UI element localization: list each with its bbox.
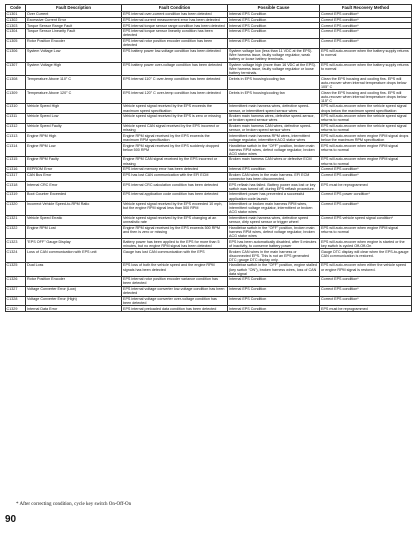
table-body [6, 12, 412, 312]
cell-possible-cause: Internal EPS condition [228, 166, 320, 172]
cell-fault-condition: Engine RPM signal received by the EPS suddenly dropped below 500 RPM [122, 143, 228, 157]
cell-fault-description: Torque Sensor Linearity Fault [26, 29, 122, 39]
cell-fault-condition: Vehicle speed signal received by the EPS is zero or missing [122, 113, 228, 123]
cell-fault-condition: Vehicle speed signal received by the EPS changing at an unrealistic rate [122, 215, 228, 225]
cell-fault-condition: EPS internal current measurement error has been detected [122, 17, 228, 23]
cell-fault-recovery-method: Correct EPS condition* [320, 23, 412, 29]
cell-fault-description: Engine RPM Lost [26, 225, 122, 239]
cell-possible-cause: EPS has been automatically disabled, after 5 minutes of inactivity, to conserve battery power [228, 239, 320, 249]
cell-code: C1309 [6, 90, 26, 104]
cell-code: C1324 [6, 249, 26, 263]
cell-fault-description: Engine RPM High [26, 133, 122, 143]
cell-fault-description: Temperature Above 120° C [26, 90, 122, 104]
table-row [6, 239, 412, 249]
cell-possible-cause: Internal EPS Condition [228, 17, 320, 23]
cell-fault-description: Boot Counter Exceeded [26, 192, 122, 202]
table-row [6, 277, 412, 287]
cell-possible-cause: Debris in EPS housing/cooling fan [228, 90, 320, 104]
cell-fault-recovery-method: EPS will auto-recover when the battery supply returns to normal [320, 48, 412, 62]
cell-possible-cause: Broken CAN wires in the main harness. EFI ECM connector has been disconnected. [228, 172, 320, 182]
cell-fault-condition: EPS loss of both the vehicle speed and the engine RPM signals has been detected [122, 263, 228, 277]
cell-fault-condition: EPS battery power low-voltage condition has been detected [122, 48, 228, 62]
cell-possible-cause: Intermittent main harness wires, defective speed-sensor, or intermittent speed sensor wires [228, 104, 320, 114]
cell-fault-condition: EPS internal CRC calculation condition has been detected [122, 182, 228, 192]
cell-fault-description: Vehicle Speed High [26, 104, 122, 114]
cell-code: C1323 [6, 239, 26, 249]
cell-fault-recovery-method: Correct EPS condition* [320, 38, 412, 48]
cell-fault-recovery-method: Clean the EPS housing and cooling fins. EPS will auto-recover when internal temperature drops below 105° C [320, 76, 412, 90]
table-row [6, 201, 412, 215]
table-row [6, 249, 412, 263]
table-row [6, 133, 412, 143]
cell-fault-condition: EPS internal preloaded data condition has been detected [122, 306, 228, 312]
cell-code: C1325 [6, 263, 26, 277]
table-row [6, 38, 412, 48]
cell-possible-cause: Broken main harness CAN wires, defective speed-sensor, or broken speed sensor wires [228, 123, 320, 133]
cell-fault-recovery-method: EPS will auto-recover when engine RPM signal returns to normal [320, 225, 412, 239]
footnote: * After correcting condition, cycle key switch On-Off-On [16, 502, 132, 507]
cell-code: C1306 [6, 48, 26, 62]
table-row [6, 286, 412, 296]
cell-fault-recovery-method: Correct EPS condition* [320, 29, 412, 39]
cell-fault-recovery-method: Clean the EPS housing and cooling fins. EPS will auto-recover when internal temperature drops below 115° C [320, 90, 412, 104]
cell-code: C1313 [6, 133, 26, 143]
column-header-code: Code [6, 5, 26, 12]
cell-code: C1304 [6, 29, 26, 39]
cell-fault-description: Excessive Current Error [26, 17, 122, 23]
cell-fault-condition: Gauge has lost CAN communication with the EPS [122, 249, 228, 263]
cell-code: C1326 [6, 277, 26, 287]
cell-fault-description: Internal Data Error [26, 306, 122, 312]
table-row [6, 225, 412, 239]
cell-fault-description: Internal CRC Error [26, 182, 122, 192]
table-row [6, 104, 412, 114]
cell-code: C1317 [6, 172, 26, 182]
cell-code: C1327 [6, 286, 26, 296]
cell-fault-recovery-method: Correct EPS condition* [320, 296, 412, 306]
table-row [6, 113, 412, 123]
cell-code: C1329 [6, 306, 26, 312]
cell-fault-condition: EPS internal torque sensor range condition has been detected [122, 23, 228, 29]
cell-fault-recovery-method: Correct EPS condition* [320, 277, 412, 287]
cell-possible-cause: Broken CAN wires in the main harness or disconnected EPS. This is not an EPS generated DTC; gauge DTC display only. [228, 249, 320, 263]
cell-fault-condition: Engine RPM signal received by the EPS exceeds the maximum RPM specification [122, 133, 228, 143]
cell-fault-description: System Voltage High [26, 62, 122, 76]
cell-possible-cause: Handlebar switch in the "OFF" position, broken main harness RPM wires, defect voltage regulator, broken ACG stator wires [228, 225, 320, 239]
table-row [6, 48, 412, 62]
table-row [6, 29, 412, 39]
cell-code: C1307 [6, 62, 26, 76]
cell-fault-description: System Voltage Low [26, 48, 122, 62]
cell-fault-condition: EPS internal 120° C over-temp condition has been detected [122, 90, 228, 104]
cell-fault-recovery-method: EPS will auto-recover when the battery supply returns to normal [320, 62, 412, 76]
cell-fault-recovery-method: Correct EPS power condition* [320, 192, 412, 202]
table-row [6, 172, 412, 182]
table-row [6, 263, 412, 277]
cell-fault-description: Temperature Above 110° C [26, 76, 122, 90]
cell-fault-description: Incorrect Vehicle Speed-to-RPM Ratio [26, 201, 122, 215]
cell-possible-cause: Broken main harness CAN wires or defective ECM [228, 157, 320, 167]
column-header-fault-recovery-method: Fault Recovery Method [320, 5, 412, 12]
cell-fault-recovery-method: Correct EPS condition* [320, 12, 412, 18]
cell-possible-cause: Internal EPS Condition [228, 286, 320, 296]
cell-possible-cause: Internal EPS Condition [228, 306, 320, 312]
column-header-fault-description: Fault Description [26, 5, 122, 12]
cell-fault-condition: EPS internal over-current condition has been detected [122, 12, 228, 18]
cell-fault-recovery-method: Correct EPS condition* [320, 166, 412, 172]
table-row [6, 76, 412, 90]
cell-fault-recovery-method: Correct EPS condition* [320, 172, 412, 182]
cell-possible-cause: Internal EPS Condition [228, 277, 320, 287]
cell-code: C1314 [6, 143, 26, 157]
cell-fault-condition: EPS internal 110° C over-temp condition has been detected [122, 76, 228, 90]
table-row [6, 143, 412, 157]
cell-fault-recovery-method: EPS will auto-recover when the vehicle speed signal drops below the maximum speed specification [320, 104, 412, 114]
cell-fault-description: Loss of CAN communication with EPS unit [26, 249, 122, 263]
table-row [6, 192, 412, 202]
cell-possible-cause: Internal EPS Condition [228, 296, 320, 306]
cell-code: C1310 [6, 104, 26, 114]
cell-code: C1302 [6, 17, 26, 23]
table-row [6, 23, 412, 29]
table-row [6, 215, 412, 225]
cell-code: C1322 [6, 225, 26, 239]
cell-fault-description: Over Current [26, 12, 122, 18]
cell-fault-recovery-method: EPS will auto-recover when engine RPM signal returns to normal [320, 143, 412, 157]
cell-possible-cause: Handlebar switch in the "OFF" position, engine stalled (key switch "ON"), broken harness wires, loss of CAN data signal [228, 263, 320, 277]
cell-fault-recovery-method: EPS will auto-recover when engine is started or the key switch is cycled Off-Off-On [320, 239, 412, 249]
cell-fault-description: "EPS OFF" Gauge Display [26, 239, 122, 249]
cell-fault-condition: Vehicle speed signal received by the EPS exceeds the maximum speed specification [122, 104, 228, 114]
cell-possible-cause: Debris in EPS housing/cooling fan [228, 76, 320, 90]
cell-fault-description: Engine RPM Low [26, 143, 122, 157]
cell-fault-description: Voltage Converter Error (High) [26, 296, 122, 306]
cell-fault-condition: EPS internal voltage converter over-voltage condition has been detected [122, 296, 228, 306]
cell-fault-condition: Battery power has been applied to the EPS for more than 5 minutes, but no engine RPM signal has been detected [122, 239, 228, 249]
cell-fault-recovery-method: EPS will auto-recover when the vehicle speed signal returns to normal [320, 123, 412, 133]
cell-fault-condition: EPS has lost CAN communication with the EFI ECM [122, 172, 228, 182]
cell-fault-recovery-method: Correct EPS condition* [320, 17, 412, 23]
table-row [6, 157, 412, 167]
cell-possible-cause: System voltage low (less than 11 VDC at the EPS). Wire harness issue, faulty voltage regulator, weak battery or loose battery terminals. [228, 48, 320, 62]
cell-fault-recovery-method: Correct EPS condition* [320, 201, 412, 215]
cell-fault-description: Engine RPM Faulty [26, 157, 122, 167]
cell-code: C1319 [6, 192, 26, 202]
cell-fault-description: Vehicle Speed Faulty [26, 123, 122, 133]
cell-code: C1305 [6, 38, 26, 48]
cell-code: C1312 [6, 123, 26, 133]
cell-code: C1320 [6, 201, 26, 215]
table-row [6, 90, 412, 104]
cell-fault-condition: EPS internal memory error has been detected [122, 166, 228, 172]
cell-fault-description: Rotor Position Encoder [26, 38, 122, 48]
cell-possible-cause: Internal EPS Condition [228, 38, 320, 48]
cell-possible-cause: Intermittent main harness RPM wires, intermittent voltage regulator, intermittent ACG stator wires [228, 133, 320, 143]
cell-fault-description: Torque Sensor Range Fault [26, 23, 122, 29]
cell-fault-recovery-method: EPS will auto-recover when engine RPM signal returns to normal [320, 157, 412, 167]
cell-fault-description: Vehicle Speed Erratic [26, 215, 122, 225]
cell-fault-recovery-method: EPS must be reprogrammed [320, 306, 412, 312]
cell-possible-cause: Intermittent main harness wires, defective speed sensor, dirty speed sensor or trigger wheel [228, 215, 320, 225]
cell-possible-cause: Internal EPS Condition [228, 12, 320, 18]
table-header-row [6, 5, 412, 12]
column-header-fault-condition: Fault Condition [122, 5, 228, 12]
cell-fault-description: Rotor Position Encoder [26, 277, 122, 287]
cell-fault-recovery-method: Gauge DTC display will clear when the EPS-to-gauge CAN communication is restored. [320, 249, 412, 263]
cell-fault-recovery-method: EPS will auto-recover when either the vehicle speed or engine RPM signal is restored. [320, 263, 412, 277]
cell-code: C1321 [6, 215, 26, 225]
cell-fault-description: EEPROM Error [26, 166, 122, 172]
cell-fault-condition: EPS internal application code condition has been detected [122, 192, 228, 202]
cell-code: C1316 [6, 166, 26, 172]
cell-fault-condition: EPS internal torque sensor linearity condition has been detected [122, 29, 228, 39]
cell-possible-cause: Broken main harness wires, defective speed-sensor, or broken speed sensor wires [228, 113, 320, 123]
cell-fault-description: Voltage Converter Error (Low) [26, 286, 122, 296]
cell-fault-condition: Engine RPM CAN signal received by the EPS incorrect or missing [122, 157, 228, 167]
cell-code: C1328 [6, 296, 26, 306]
cell-fault-condition: EPS internal voltage converter low-voltage condition has been detected [122, 286, 228, 296]
cell-fault-recovery-method: EPS will auto-recover when engine RPM signal drops below the maximum RPM specification [320, 133, 412, 143]
cell-fault-condition: EPS internal rotor position encoder variance condition has been detected [122, 277, 228, 287]
cell-code: C1308 [6, 76, 26, 90]
cell-possible-cause: Handlebar switch in the "OFF" position, broken main harness RPM wires, defect voltage regulator, broken ACG stator wires [228, 143, 320, 157]
page-number: 90 [5, 514, 17, 525]
cell-possible-cause: Internal EPS Condition [228, 23, 320, 29]
cell-fault-description: Vehicle Speed Low [26, 113, 122, 123]
cell-code: C1318 [6, 182, 26, 192]
table-row [6, 296, 412, 306]
cell-fault-description: Dual Loss [26, 263, 122, 277]
cell-fault-condition: Vehicle speed CAN signal received by the EPS incorrect or missing [122, 123, 228, 133]
cell-code: C1315 [6, 157, 26, 167]
cell-fault-condition: Vehicle speed signal received by the EPS exceeded 10 mph, but the engine RPM signal less than 500 RPM [122, 201, 228, 215]
cell-fault-condition: EPS internal rotor position encoder condition has been detected [122, 38, 228, 48]
cell-fault-condition: EPS battery power over-voltage condition has been detected [122, 62, 228, 76]
cell-fault-recovery-method: Correct EPS vehicle speed signal condition* [320, 215, 412, 225]
table-row [6, 306, 412, 312]
cell-possible-cause: Intermittent or broken main harness RPM wires, intermittent voltage regulator, intermittent or broken ACG stator wires [228, 201, 320, 215]
cell-possible-cause: Intermittent power has prevented a successful application code launch [228, 192, 320, 202]
cell-possible-cause: System voltage high (more than 16 VDC at the EPS). Wire harness issue, faulty voltage regulator or loose battery terminals. [228, 62, 320, 76]
column-header-possible-cause: Possible Cause [228, 5, 320, 12]
cell-possible-cause: Internal EPS Condition [228, 29, 320, 39]
cell-fault-recovery-method: EPS must be reprogrammed [320, 182, 412, 192]
cell-fault-condition: Engine RPM signal received by the EPS exceeds 500 RPM and then is zero or missing [122, 225, 228, 239]
table-row [6, 182, 412, 192]
cell-fault-description: CAN Bus Error [26, 172, 122, 182]
cell-fault-recovery-method: Correct EPS condition* [320, 286, 412, 296]
table-row [6, 123, 412, 133]
cell-possible-cause: EPS reflash has failed. Battery power was lost or key switch was turned off, during EPS reflash procedure. [228, 182, 320, 192]
cell-code: C1303 [6, 23, 26, 29]
fault-code-table-container [5, 4, 411, 312]
cell-code: C1301 [6, 12, 26, 18]
table-row [6, 62, 412, 76]
cell-fault-recovery-method: EPS will auto-recover when the vehicle speed signal returns to normal [320, 113, 412, 123]
cell-code: C1311 [6, 113, 26, 123]
fault-code-table [5, 4, 412, 312]
